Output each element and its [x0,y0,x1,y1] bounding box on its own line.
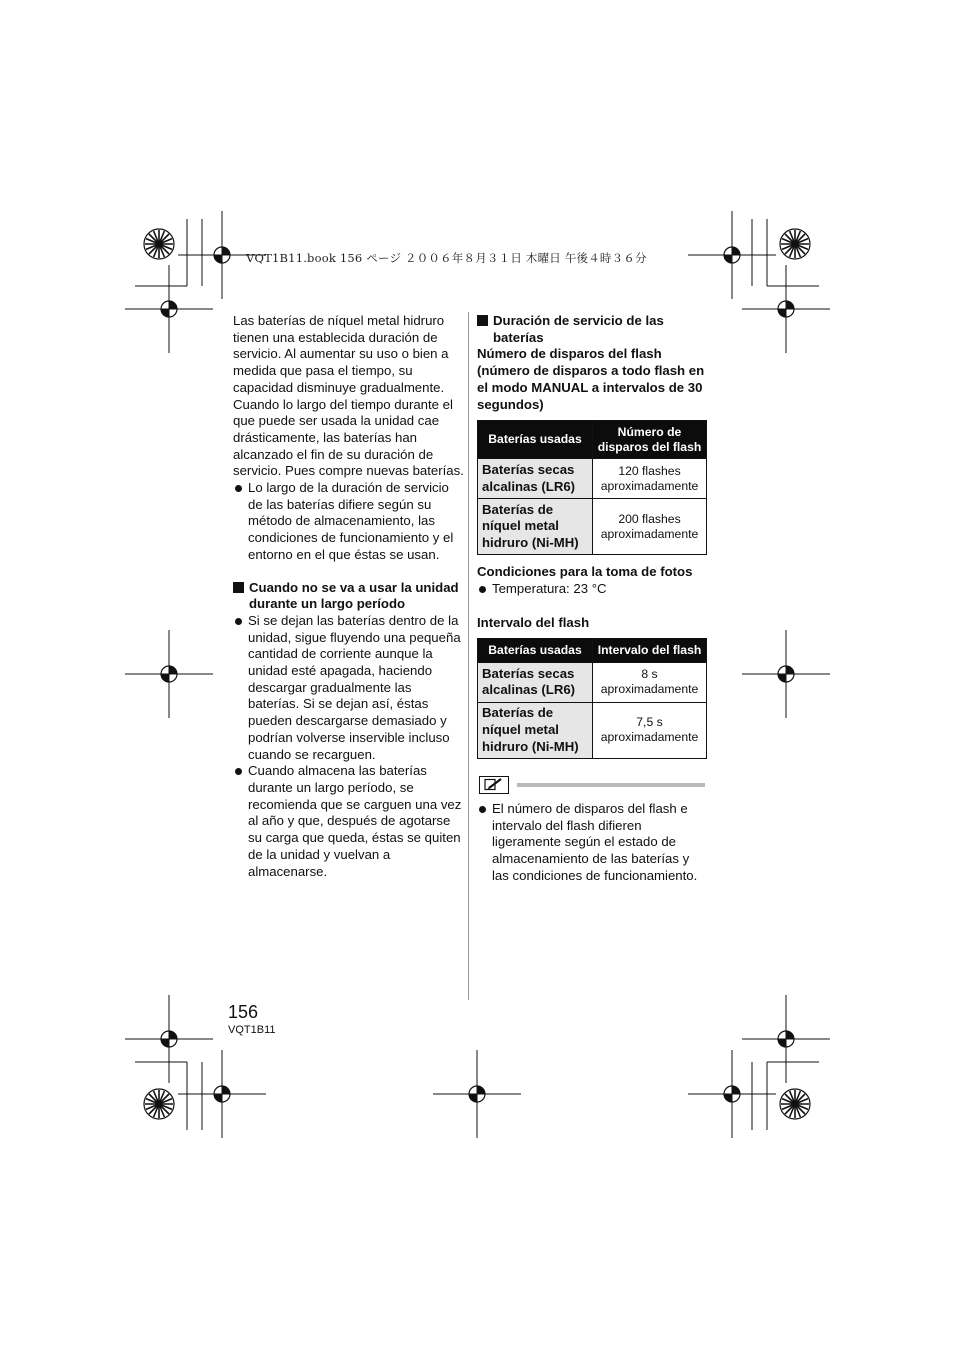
print-header: VQT1B11.book 156 ページ ２００６年８月３１日 木曜日 午後４時３６分 [246,251,647,265]
battery-type-cell: Baterías de níquel metal hidruro (Ni-MH) [478,499,593,555]
intro-bullet: Lo largo de la duración de servicio de las baterías difiere según su método de almacenamiento, las condiciones de funcionamiento y el entorno en el que éstas se usan. [233,480,465,564]
conditions-title: Condiciones para la toma de fotos [477,564,693,580]
conditions-bullet: Temperatura: 23 °C [477,581,709,598]
flash-count-table [477,420,707,555]
right-column [477,313,709,884]
table-header-cell: Número de disparos del flash [593,421,707,459]
section-title-service-life [477,313,709,346]
value-cell: 120 flashes aproximadamente [593,459,707,499]
table-header-row [478,421,707,459]
battery-type-cell: Baterías secas alcalinas (LR6) [478,662,593,702]
note-divider-bar [517,783,705,787]
interval-title: Intervalo del flash [477,614,590,630]
registration-mark-icon [742,995,830,1083]
section-title-text: Cuando no se va a usar la unidad durante un largo período [249,579,459,612]
section-title-storage [233,580,465,613]
storage-bullet: Si se dejan las baterías dentro de la unidad, sigue fluyendo una pequeña cantidad de corriente aunque la unidad esté apagada, haciendo descargar gradualmente las baterías. Si se dejan así, éstas pueden descargarse demasiado y podrían volverse inservible incluso cuando se recarguen. [233,613,465,763]
registration-mark-icon [688,1050,776,1138]
battery-type-cell: Baterías de níquel metal hidruro (Ni-MH) [478,702,593,758]
note-header [477,775,709,797]
value-cell: 7,5 s aproximadamente [593,702,707,758]
table-row [478,459,707,499]
square-bullet-icon [477,315,488,326]
table-row [478,499,707,555]
table-header-cell: Intervalo del flash [593,639,707,663]
battery-type-cell: Baterías secas alcalinas (LR6) [478,459,593,499]
left-column [233,313,465,880]
star-target-icon [780,1089,810,1119]
flash-count-subtitle: Número de disparos del flash (número de disparos a todo flash en el modo MANUAL a intervalos de 30 segundos) [477,346,705,412]
star-target-icon [144,229,174,259]
page-number: 156 [228,1002,259,1022]
registration-mark-icon [742,265,830,353]
section-title-text: Duración de servicio de las baterías [493,313,664,345]
registration-mark-icon [742,630,830,718]
value-cell: 8 s aproximadamente [593,662,707,702]
table-row [478,702,707,758]
note-bullet: El número de disparos del flash e intervalo del flash difieren ligeramente según el estado de almacenamiento de las baterías y las condiciones de funcionamiento. [477,801,709,885]
registration-mark-icon [178,1050,266,1138]
table-header-cell: Baterías usadas [478,421,593,459]
star-target-icon [780,229,810,259]
registration-mark-icon [125,265,213,353]
intro-paragraph: Las baterías de níquel metal hidruro tienen una establecida duración de servicio. Al aumentar su uso o bien a medida que pasa el tiempo, su capacidad disminuye gradualmente. Cuando lo largo del tiempo durante el que puede ser usada la unidad cae drásticamente, las baterías han alcanzado el fin de su duración de servicio. Pues compre nuevas baterías. [233,313,464,479]
registration-mark-icon [125,995,213,1083]
storage-bullet: Cuando almacena las baterías durante un largo período, se recomienda que se carguen una vez al año y que, después de agotarse su carga que queda, éstas se quiten de la unidad y vuelvan a almacenarse. [233,763,465,880]
star-target-icon [144,1089,174,1119]
column-divider [468,312,469,1000]
square-bullet-icon [233,582,244,593]
note-pencil-icon [479,776,509,794]
flash-interval-table [477,638,707,759]
table-row [478,662,707,702]
value-cell: 200 flashes aproximadamente [593,499,707,555]
page-code: VQT1B11 [228,1024,276,1036]
registration-mark-icon [433,1050,521,1138]
table-header-cell: Baterías usadas [478,639,593,663]
table-header-row [478,639,707,663]
registration-mark-icon [125,630,213,718]
